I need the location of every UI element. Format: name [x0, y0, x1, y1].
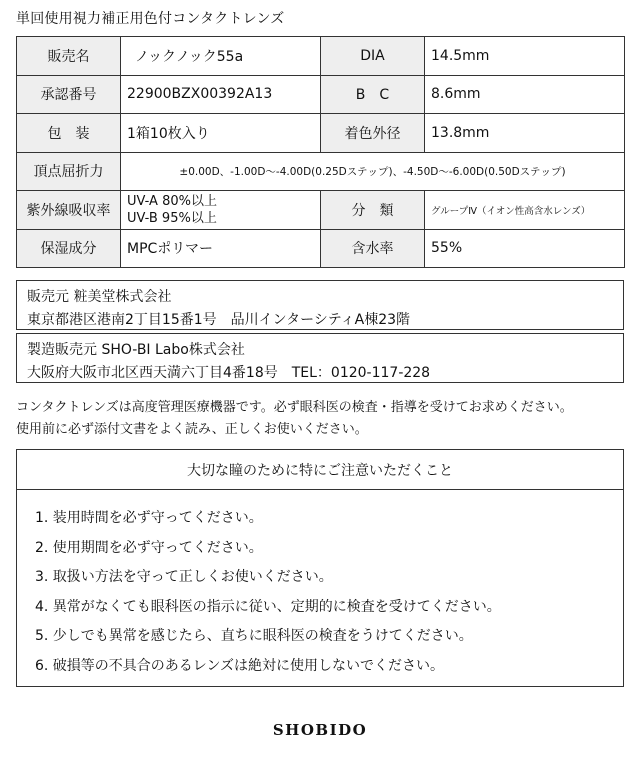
colored-diameter-value: 13.8mm: [425, 114, 625, 153]
notice-line: コンタクトレンズは高度管理医療機器です。必ず眼科医の検査・指導を受けてお求めください。: [16, 400, 573, 415]
base-curve-value: 8.6mm: [425, 75, 625, 114]
moisturizer-value: MPCポリマー: [121, 229, 321, 268]
approval-number-value: 22900BZX00392A13: [121, 75, 321, 114]
uv-absorption-label: 紫外線吸収率: [17, 191, 121, 230]
seller-address: 東京都港区港南2丁目15番1号 品川インターシティA棟23階: [27, 312, 411, 328]
classification-value: グループⅣ（イオン性高含水レンズ）: [425, 191, 625, 230]
base-curve-label: B C: [321, 75, 425, 114]
list-item: 4. 異常がなくても眼科医の指示に従い、定期的に検査を受けてください。: [35, 598, 501, 615]
list-item: 2. 使用期間を必ず守ってください。: [35, 539, 263, 556]
manufacturer-box: [16, 333, 624, 383]
classification-label: 分 類: [321, 191, 425, 230]
spec-table: [16, 36, 625, 268]
table-row: [17, 229, 625, 268]
approval-number-label: 承認番号: [17, 75, 121, 114]
notice: [16, 397, 626, 441]
table-row: [17, 191, 625, 230]
notice-line: 使用前に必ず添付文書をよく読み、正しくお使いください。: [16, 422, 368, 437]
manufacturer-name: 製造販売元 SHO-BI Labo株式会社: [27, 342, 245, 358]
list-item: 6. 破損等の不具合のあるレンズは絶対に使用しないでください。: [35, 657, 445, 674]
table-row: [17, 114, 625, 153]
caution-heading: 大切な瞳のために特にご注意いただくこと: [17, 450, 623, 490]
manufacturer-address: 大阪府大阪市北区西天満六丁目4番18号 TEL：0120-117-228: [27, 365, 431, 381]
list-item: 3. 取扱い方法を守って正しくお使いください。: [35, 569, 333, 585]
power-value: ±0.00D、-1.00D〜-4.00D(0.25Dステップ)、-4.50D〜-6.00D(0.50Dステップ): [121, 152, 625, 191]
table-row: [17, 152, 625, 191]
seller-name: 販売元 粧美堂株式会社: [27, 289, 172, 305]
package-value: 1箱10枚入り: [121, 114, 321, 153]
brand-logo: SHOBIDO: [272, 721, 368, 739]
seller-box: [16, 280, 624, 330]
colored-diameter-label: 着色外径: [321, 114, 425, 153]
power-label: 頂点屈折力: [17, 152, 121, 191]
uv-absorption-value: [121, 191, 321, 230]
caution-box: [16, 449, 624, 687]
document-title: 単回使用視力補正用色付コンタクトレンズ: [16, 11, 285, 27]
package-label: 包 装: [17, 114, 121, 153]
table-row: [17, 75, 625, 114]
dia-value: 14.5mm: [425, 37, 625, 76]
uva-value: UV-A 80%以上: [127, 193, 217, 209]
caution-list: [17, 490, 623, 681]
moisturizer-label: 保湿成分: [17, 229, 121, 268]
product-name-value: ノックノック55a: [121, 37, 321, 76]
table-row: [17, 37, 625, 76]
dia-label: DIA: [321, 37, 425, 76]
list-item: 5. 少しでも異常を感じたら、直ちに眼科医の検査をうけてください。: [35, 628, 473, 644]
list-item: 1. 装用時間を必ず守ってください。: [35, 510, 263, 526]
product-name-label: 販売名: [17, 37, 121, 76]
water-content-label: 含水率: [321, 229, 425, 268]
water-content-value: 55%: [425, 229, 625, 268]
uvb-value: UV-B 95%以上: [127, 210, 217, 226]
